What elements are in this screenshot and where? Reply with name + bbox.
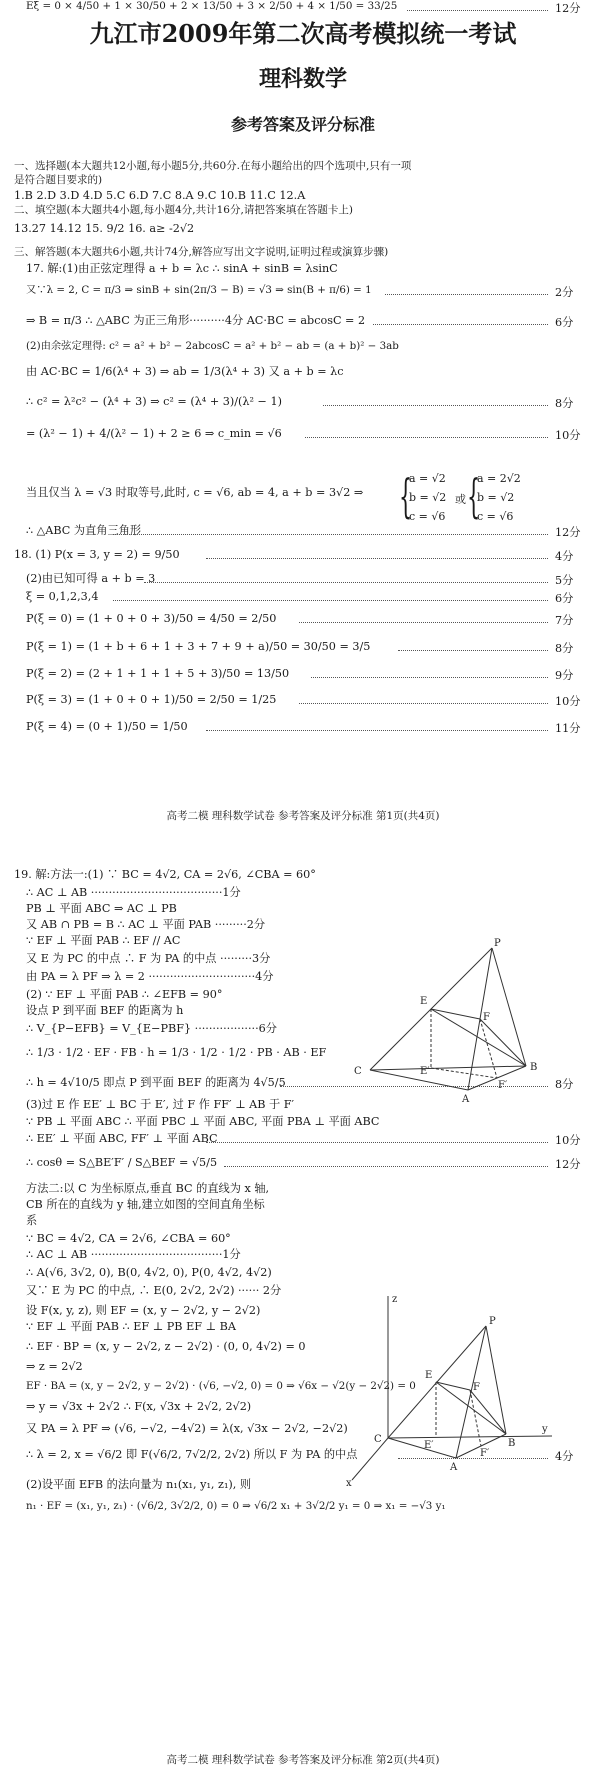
score-marker: 11分 xyxy=(555,722,581,735)
answer-line: 19. 解:方法一:(1) ∵ BC = 4√2, CA = 2√6, ∠CBA = 60° xyxy=(14,868,316,881)
subject-title: 理科数学 xyxy=(258,66,347,92)
score-marker: 9分 xyxy=(555,669,574,682)
dotted-leader xyxy=(323,405,548,406)
answer-line: ∴ c² = λ²c² − (λ⁴ + 3) ⇒ c² = (λ⁴ + 3)/(λ² − 1) xyxy=(26,395,282,408)
score-marker: 12分 xyxy=(555,526,581,539)
fig2-label-f: F xyxy=(473,1382,480,1393)
dotted-leader xyxy=(206,730,548,731)
dotted-leader xyxy=(224,1166,548,1167)
fig1-label-f: F xyxy=(483,1012,490,1023)
answer-line: 又 PA = λ PF ⇒ (√6, −√2, −4√2) = λ(x, √3x − 2√2, −2√2) xyxy=(26,1422,348,1435)
answer-line: EF · BA = (x, y − 2√2, y − 2√2) · (√6, −√2, 0) = 0 ⇒ √6x − √2(y − 2√2) = 0 xyxy=(26,1380,416,1392)
score-marker: 4分 xyxy=(555,1450,574,1463)
dotted-leader xyxy=(206,558,548,559)
solve-heading: 三、解答题(本大题共6小题,共计74分,解答应写出文字说明,证明过程或演算步骤) xyxy=(14,246,389,258)
answer-line: ⇒ B = π/3 ∴ △ABC 为正三角形··········4分 AC·BC = abcosC = 2 xyxy=(26,314,366,327)
answer-line: ∵ EF ⊥ 平面 PAB ∴ EF // AC xyxy=(26,934,181,947)
score-marker: 6分 xyxy=(555,316,574,329)
choice-heading: 一、选择题(本大题共12小题,每小题5分,共60分.在每小题给出的四个选项中,只有一项 xyxy=(14,160,412,172)
answer-line: P(ξ = 0) = (1 + 0 + 0 + 3)/50 = 4/50 = 2/50 xyxy=(26,612,277,625)
answer-line: (2) ∵ EF ⊥ 平面 PAB ∴ ∠EFB = 90° xyxy=(26,988,223,1001)
answer-line: ∴ AC ⊥ AB ·····································1分 xyxy=(26,886,241,899)
dotted-leader xyxy=(311,677,548,678)
answer-line: 由 AC·BC = 1/6(λ⁴ + 3) ⇒ ab = 1/3(λ⁴ + 3) 又 a + b = λc xyxy=(26,365,344,378)
edge-ca xyxy=(370,1070,468,1090)
axis-x xyxy=(352,1438,388,1480)
fig1-label-p: P xyxy=(494,938,501,949)
left-brace-a: { xyxy=(399,469,413,523)
answer-line: PB ⊥ 平面 ABC ⇒ AC ⊥ PB xyxy=(26,902,177,915)
fig2-label-e-prime: E′ xyxy=(424,1440,434,1451)
dotted-leader xyxy=(299,703,548,704)
answer-line: ∴ AC ⊥ AB ·····································1分 xyxy=(26,1248,241,1261)
answer-line: (2)设平面 EFB 的法向量为 n₁(x₁, y₁, z₁), 则 xyxy=(26,1478,252,1491)
fig2-label-p: P xyxy=(489,1316,496,1327)
fig1-label-c: C xyxy=(354,1066,362,1077)
footer-page-1: 高考二模 理科数学试卷 参考答案及评分标准 第1页(共4页) xyxy=(166,810,440,822)
dotted-leader xyxy=(407,10,548,11)
dotted-leader xyxy=(144,582,548,583)
dotted-leader xyxy=(373,324,548,325)
fig1-label-e-prime: E′ xyxy=(420,1066,430,1077)
edge-pb xyxy=(486,1326,506,1434)
system-a-1: a = √2 xyxy=(409,472,446,485)
fill-heading: 二、填空题(本大题共4小题,每小题4分,共计16分,请把答案填在答题卡上) xyxy=(14,204,353,216)
score-marker: 6分 xyxy=(555,592,574,605)
answer-line: 17. 解:(1)由正弦定理得 a + b = λc ∴ sinA + sinB = λsinC xyxy=(26,262,338,275)
answer-line: ⇒ y = √3x + 2√2 ∴ F(x, √3x + 2√2, 2√2) xyxy=(26,1400,252,1413)
choice-answers: 1.B 2.D 3.D 4.D 5.C 6.D 7.C 8.A 9.C 10.B 11.C 12.A xyxy=(14,189,306,202)
left-brace-b: { xyxy=(467,469,481,523)
answer-line: = (λ² − 1) + 4/(λ² − 1) + 2 ≥ 6 ⇒ c_min = √6 xyxy=(26,427,282,440)
answer-line: (2)由已知可得 a + b = 3 xyxy=(26,572,156,585)
edge-ef xyxy=(431,1009,480,1019)
answer-line: 系 xyxy=(26,1214,38,1227)
edge-ca xyxy=(388,1438,456,1458)
answer-line: ∴ λ = 2, x = √6/2 即 F(√6/2, 7√2/2, 2√2) 所以 F 为 PA 的中点 xyxy=(26,1448,358,1461)
answer-line: 当且仅当 λ = √3 时取等号,此时, c = √6, ab = 4, a + b = 3√2 ⇒ xyxy=(26,486,364,499)
answer-line: n₁ · EF = (x₁, y₁, z₁) · (√6/2, 3√2/2, 0) = 0 ⇒ √6/2 x₁ + 3√2/2 y₁ = 0 ⇒ x₁ = −√3 y₁ xyxy=(26,1500,446,1512)
dotted-leader xyxy=(398,650,548,651)
pyramid-figure-2 xyxy=(340,1290,560,1490)
equation-systems xyxy=(399,470,519,530)
system-joiner: 或 xyxy=(455,493,466,506)
score-marker: 8分 xyxy=(555,642,574,655)
answer-line: 设 F(x, y, z), 则 EF = (x, y − 2√2, y − 2√2) xyxy=(26,1304,261,1317)
dotted-leader xyxy=(385,294,548,295)
answer-line: P(ξ = 3) = (1 + 0 + 0 + 1)/50 = 2/50 = 1/25 xyxy=(26,693,277,706)
dotted-leader xyxy=(113,600,548,601)
score-marker: 5分 xyxy=(555,574,574,587)
edge-cb xyxy=(370,1066,526,1070)
answer-line: 又∵ E 为 PC 的中点, ∴ E(0, 2√2, 2√2) ······ 2分 xyxy=(26,1284,282,1297)
answer-line: 又 E 为 PC 的中点 ∴ F 为 PA 的中点 ·········3分 xyxy=(26,952,271,965)
answer-line: 又 AB ∩ PB = B ∴ AC ⊥ 平面 PAB ·········2分 xyxy=(26,918,266,931)
dotted-leader xyxy=(113,534,548,535)
answer-line: ∴ EE′ ⊥ 平面 ABC, FF′ ⊥ 平面 ABC xyxy=(26,1132,218,1145)
score-marker: 2分 xyxy=(555,286,574,299)
answer-line: ∴ EF · BP = (x, y − 2√2, z − 2√2) · (0, 0, 4√2) = 0 xyxy=(26,1340,306,1353)
answer-line: (3)过 E 作 EE′ ⊥ BC 于 E′, 过 F 作 FF′ ⊥ AB 于 F′ xyxy=(26,1098,295,1111)
score-marker: 10分 xyxy=(555,1134,581,1147)
score-marker: 10分 xyxy=(555,695,581,708)
answer-line: 方法二:以 C 为坐标原点,垂直 BC 的直线为 x 轴, xyxy=(26,1182,270,1195)
answer-line: ⇒ z = 2√2 xyxy=(26,1360,83,1373)
answer-line: ∴ A(√6, 3√2, 0), B(0, 4√2, 0), P(0, 4√2, 4√2) xyxy=(26,1266,272,1279)
fig2-label-e: E xyxy=(425,1370,433,1381)
answer-line: 设点 P 到平面 BEF 的距离为 h xyxy=(26,1004,184,1017)
answer-line: CB 所在的直线为 y 轴,建立如图的空间直角坐标 xyxy=(26,1198,265,1211)
answer-line: P(ξ = 4) = (0 + 1)/50 = 1/50 xyxy=(26,720,188,733)
pyramid-figure-1 xyxy=(340,938,560,1104)
dotted-leader xyxy=(299,622,548,623)
axis-y xyxy=(388,1436,552,1438)
system-a-3: c = √6 xyxy=(409,510,446,523)
score-marker: 12分 xyxy=(555,2,581,15)
choice-heading-cont: 是符合题目要求的) xyxy=(14,174,103,186)
document-subtitle: 参考答案及评分标准 xyxy=(230,115,375,134)
edge-fb xyxy=(470,1390,506,1434)
answer-line: ∴ cosθ = S△BE′F′ / S△BEF = √5/5 xyxy=(26,1156,218,1169)
fig2-label-y: y xyxy=(542,1424,548,1435)
system-b-2: b = √2 xyxy=(477,491,515,504)
fig2-label-x: x xyxy=(346,1478,352,1489)
document-title: 九江市2009年第二次高考模拟统一考试 xyxy=(89,19,517,48)
fig2-label-f-prime: F′ xyxy=(480,1448,490,1459)
score-marker: 7分 xyxy=(555,614,574,627)
system-b-3: c = √6 xyxy=(477,510,514,523)
fill-answers: 13.27 14.12 15. 9/2 16. a≥ -2√2 xyxy=(14,222,195,235)
system-b-1: a = 2√2 xyxy=(477,472,521,485)
fig2-label-b: B xyxy=(508,1438,516,1449)
dotted-leader xyxy=(206,1142,548,1143)
fig1-label-e: E xyxy=(420,996,428,1007)
fig1-label-f-prime: F′ xyxy=(498,1080,508,1091)
score-marker: 8分 xyxy=(555,1078,574,1091)
dotted-leader xyxy=(305,437,548,438)
answer-line: ∴ h = 4√10/5 即点 P 到平面 BEF 的距离为 4√5/5 xyxy=(26,1076,286,1089)
answer-line: ∵ EF ⊥ 平面 PAB ∴ EF ⊥ PB EF ⊥ BA xyxy=(26,1320,236,1333)
answer-line: 18. (1) P(x = 3, y = 2) = 9/50 xyxy=(14,548,180,561)
fig1-label-b: B xyxy=(530,1062,538,1073)
answer-line: ∴ 1/3 · 1/2 · EF · FB · h = 1/3 · 1/2 · 1/2 · PB · AB · EF xyxy=(26,1046,327,1059)
fig2-label-c: C xyxy=(374,1434,382,1445)
answer-line: P(ξ = 2) = (2 + 1 + 1 + 1 + 5 + 3)/50 = 13/50 xyxy=(26,667,290,680)
system-a-2: b = √2 xyxy=(409,491,447,504)
answer-line: ∵ BC = 4√2, CA = 2√6, ∠CBA = 60° xyxy=(26,1232,231,1245)
footer-page-2: 高考二模 理科数学试卷 参考答案及评分标准 第2页(共4页) xyxy=(166,1754,440,1766)
score-marker: 4分 xyxy=(555,550,574,563)
edge-ff-prime xyxy=(470,1390,481,1446)
answer-line: 由 PA = λ PF ⇒ λ = 2 ······························4分 xyxy=(26,970,274,983)
answer-line: ∴ V_{P−EFB} = V_{E−PBF} ··················6分 xyxy=(26,1022,277,1035)
score-marker: 12分 xyxy=(555,1158,581,1171)
edge-eprime-fprime xyxy=(431,1068,497,1078)
answer-line: ∵ PB ⊥ 平面 ABC ∴ 平面 PBC ⊥ 平面 ABC, 平面 PBA ⊥ 平面 ABC xyxy=(26,1115,380,1128)
answer-line: 又∵λ = 2, C = π/3 ⇒ sinB + sin(2π/3 − B) = √3 ⇒ sin(B + π/6) = 1 xyxy=(26,284,372,296)
fig2-label-a: A xyxy=(450,1462,458,1473)
answer-line: Eξ = 0 × 4/50 + 1 × 30/50 + 2 × 13/50 + 3 × 2/50 + 4 × 1/50 = 33/25 xyxy=(26,0,398,12)
answer-line: (2)由余弦定理得: c² = a² + b² − 2abcosC = a² + b² − ab = (a + b)² − 3ab xyxy=(26,340,399,352)
fig2-label-z: z xyxy=(392,1294,398,1305)
answer-line: ξ = 0,1,2,3,4 xyxy=(26,590,99,603)
score-marker: 10分 xyxy=(555,429,581,442)
answer-line: P(ξ = 1) = (1 + b + 6 + 1 + 3 + 7 + 9 + a)/50 = 30/50 = 3/5 xyxy=(26,640,371,653)
fig1-label-a: A xyxy=(462,1094,470,1104)
score-marker: 8分 xyxy=(555,397,574,410)
answer-line: ∴ △ABC 为直角三角形 xyxy=(26,524,142,537)
